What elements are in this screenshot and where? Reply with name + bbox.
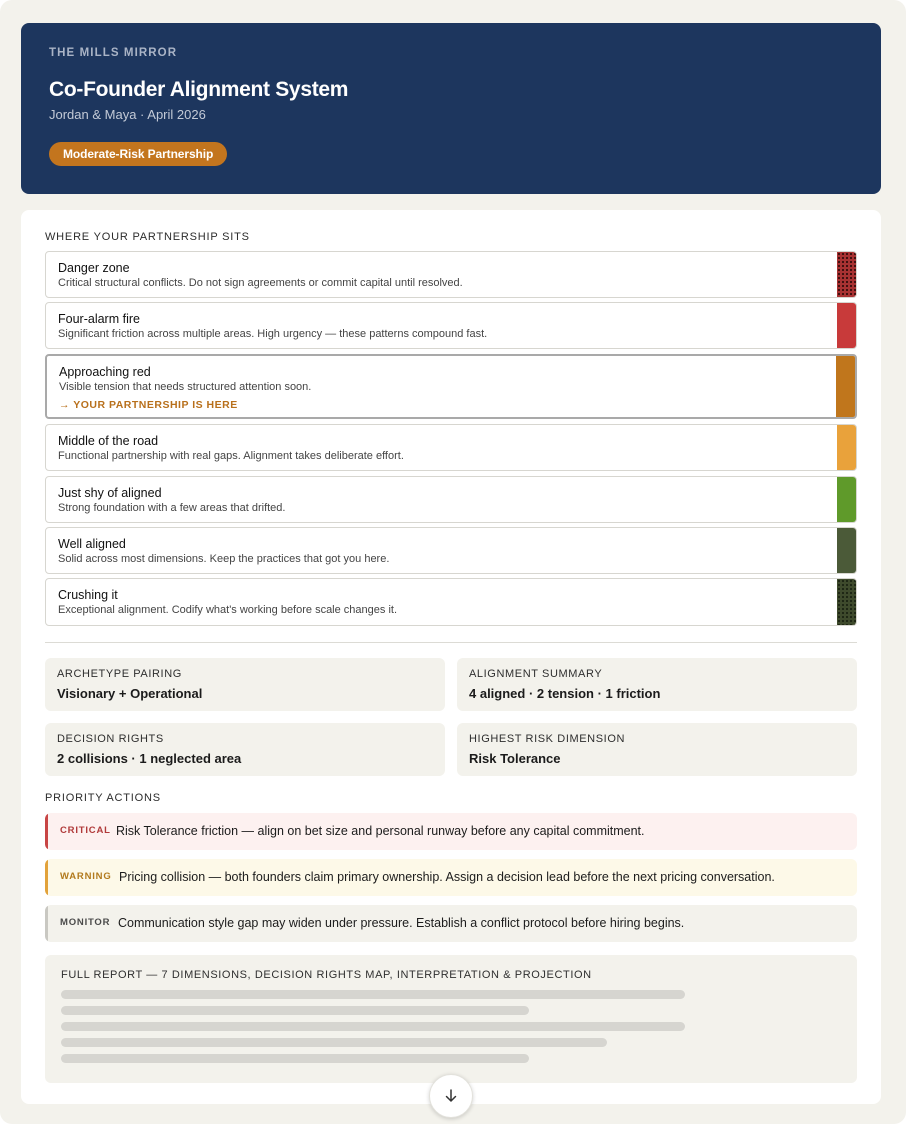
tier-well-aligned [45,527,857,574]
tier-title: Four-alarm fire [58,312,140,326]
skeleton-line [61,990,685,999]
positioning-label: WHERE YOUR PARTNERSHIP SITS [45,231,250,243]
tier-description: Strong foundation with a few areas that drifted. [58,502,286,514]
arrow-down-icon [443,1088,459,1104]
risk-badge: Moderate-Risk Partnership [49,142,227,166]
tier-color-swatch [837,579,856,625]
tier-crushing-it [45,578,857,626]
tier-description: Visible tension that needs structured attention soon. [59,381,312,393]
severity-tag: CRITICAL [60,825,111,836]
tier-color-swatch [837,477,856,522]
action-text: Pricing collision — both founders claim primary ownership. Assign a decision lead before the next pricing conversation. [119,870,775,884]
tier-description: Exceptional alignment. Codify what's working before scale changes it. [58,604,398,616]
stat-label: ARCHETYPE PAIRING [57,668,182,680]
stat-value: Visionary + Operational [57,686,203,701]
tier-title: Danger zone [58,261,130,275]
tier-color-swatch [837,425,856,470]
tier-just-shy-of-aligned [45,476,857,523]
report-header [21,23,881,194]
tier-title: Just shy of aligned [58,486,162,500]
tier-description: Functional partnership with real gaps. Alignment takes deliberate effort. [58,450,404,462]
tier-danger-zone [45,251,857,298]
report-card [21,210,881,1104]
severity-tag: WARNING [60,871,112,882]
tier-middle-of-the-road [45,424,857,471]
action-text: Communication style gap may widen under pressure. Establish a conflict protocol before hiring begins. [118,916,685,930]
tier-description: Critical structural conflicts. Do not sign agreements or commit capital until resolved. [58,277,463,289]
tier-title: Well aligned [58,537,126,551]
page-title: Co-Founder Alignment System [49,78,349,101]
skeleton-line [61,1006,529,1015]
action-critical [45,813,857,850]
stat-label: DECISION RIGHTS [57,733,164,745]
tier-color-swatch [836,356,855,417]
stat-archetype-pairing [45,658,445,711]
tier-color-swatch [837,528,856,573]
skeleton-line [61,1054,529,1063]
tier-color-swatch [837,252,856,297]
stat-alignment-summary [457,658,857,711]
tier-four-alarm-fire [45,302,857,349]
priority-actions-label: PRIORITY ACTIONS [45,792,161,804]
tier-description: Solid across most dimensions. Keep the practices that got you here. [58,553,390,565]
stat-value: 2 collisions · 1 neglected area [57,751,242,766]
scroll-down-button[interactable] [429,1074,473,1118]
brand-name: THE MILLS MIRROR [49,47,178,59]
skeleton-line [61,1038,607,1047]
tier-title: Middle of the road [58,434,159,448]
severity-bar [45,859,48,896]
full-report-preview [45,955,857,1083]
section-divider [45,642,857,643]
tier-title: Crushing it [58,588,118,602]
severity-tag: MONITOR [60,917,111,928]
skeleton-line [61,1022,685,1031]
stat-value: Risk Tolerance [469,751,561,766]
stat-highest-risk-dimension [457,723,857,776]
tier-approaching-red [45,354,857,419]
action-warning [45,859,857,896]
tier-title: Approaching red [59,365,151,379]
stat-label: ALIGNMENT SUMMARY [469,668,603,680]
severity-bar [45,905,48,942]
page-subtitle: Jordan & Maya · April 2026 [49,107,206,122]
action-text: Risk Tolerance friction — align on bet size and personal runway before any capital commitment. [116,824,645,838]
severity-bar [45,813,48,850]
tier-color-swatch [837,303,856,348]
tier-description: Significant friction across multiple areas. High urgency — these patterns compound fast. [58,328,488,340]
stat-label: HIGHEST RISK DIMENSION [469,733,626,745]
current-position-marker: → YOUR PARTNERSHIP IS HERE [59,399,238,411]
full-report-title: FULL REPORT — 7 DIMENSIONS, DECISION RIGHTS MAP, INTERPRETATION & PROJECTION [61,969,592,981]
stat-decision-rights [45,723,445,776]
stat-value: 4 aligned · 2 tension · 1 friction [469,686,661,701]
action-monitor [45,905,857,942]
